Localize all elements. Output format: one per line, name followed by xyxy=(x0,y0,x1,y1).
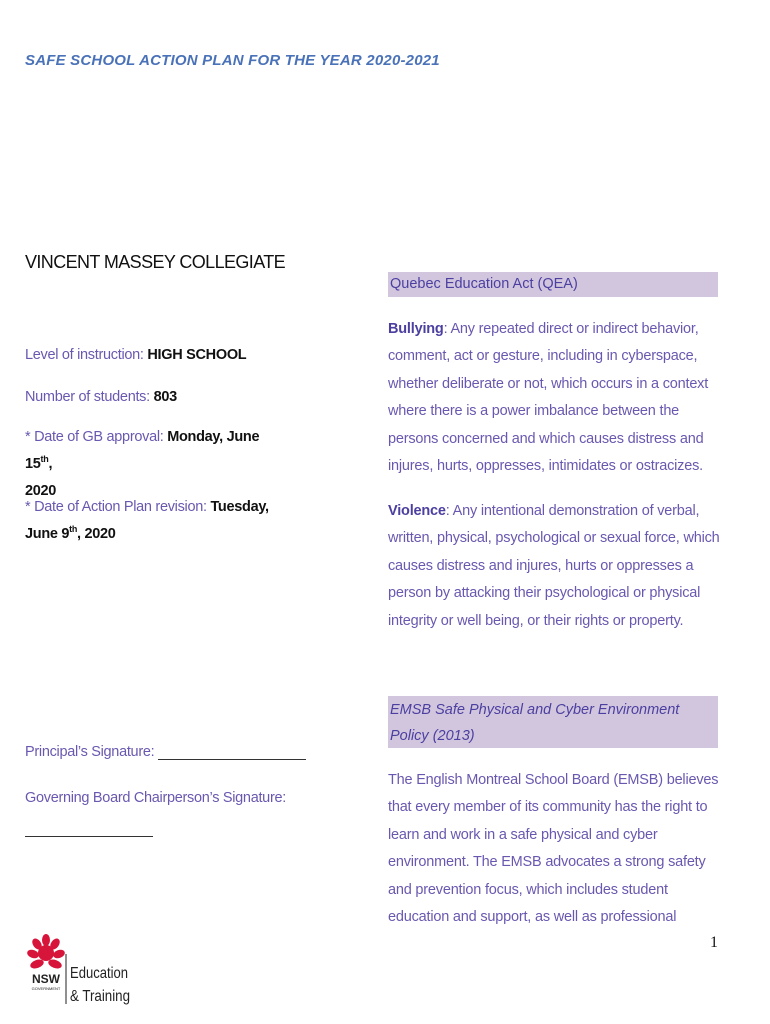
rev-year: , 2020 xyxy=(77,526,116,542)
action-plan-revision-date xyxy=(25,494,285,548)
qea-heading: Quebec Education Act (QEA) xyxy=(388,272,718,297)
rev-label: * Date of Action Plan revision: xyxy=(25,499,211,515)
principal-signature xyxy=(25,744,306,760)
rev-sup: th xyxy=(69,524,78,535)
logo-line2: & Training xyxy=(70,988,130,1005)
page-number: 1 xyxy=(710,934,718,951)
gb-sup: th xyxy=(40,454,49,465)
logo-line1: Education xyxy=(70,965,128,982)
violence-text: : Any intentional demonstration of verbal, written, physical, psychological or sexual force, which causes distress and injures, hurts or oppresses a person by attacking their psychological or physical integrity or well being, or their rights or property. xyxy=(388,503,720,629)
bullying-definition xyxy=(388,316,723,480)
gb-label: * Date of GB approval: xyxy=(25,429,168,445)
document-title: SAFE SCHOOL ACTION PLAN FOR THE YEAR 2020-2021 xyxy=(25,52,440,69)
principal-signature-label: Principal’s Signature: xyxy=(25,744,155,760)
chair-signature-line[interactable] xyxy=(25,836,153,837)
gb-comma: , xyxy=(48,456,53,472)
school-name: VINCENT MASSEY COLLEGIATE xyxy=(25,252,286,272)
violence-definition xyxy=(388,498,723,635)
rev-value: Tuesday, xyxy=(210,499,269,515)
students-label: Number of students: xyxy=(25,389,154,405)
logo-brand: NSW xyxy=(32,972,60,986)
gb-value: Monday, June 15 xyxy=(25,429,260,472)
nsw-education-logo xyxy=(22,926,132,1010)
bullying-text: : Any repeated direct or indirect behavior, comment, act or gesture, including in cyberspace, whether deliberate or not, which occurs in a context where there is a power imbalance between the persons concerned and which causes distress and injures, hurts, oppresses, intimidates or ostracizes. xyxy=(388,321,709,475)
waratah-icon xyxy=(22,926,132,1010)
level-value: HIGH SCHOOL xyxy=(147,347,247,363)
emsb-policy-heading: EMSB Safe Physical and Cyber Environment Policy (2013) xyxy=(388,696,718,748)
level-of-instruction xyxy=(25,342,246,369)
principal-signature-line[interactable] xyxy=(158,745,306,760)
gb-year: 2020 xyxy=(25,483,57,499)
chair-signature-label: Governing Board Chairperson’s Signature: xyxy=(25,790,286,806)
logo-sub: GOVERNMENT xyxy=(31,986,61,991)
bullying-term: Bullying xyxy=(388,321,444,337)
number-of-students xyxy=(25,384,177,411)
rev-value2: June 9 xyxy=(25,526,70,542)
violence-term: Violence xyxy=(388,503,446,519)
students-value: 803 xyxy=(153,389,177,405)
level-label: Level of instruction: xyxy=(25,347,148,363)
emsb-policy-text: The English Montreal School Board (EMSB) believes that every member of its community has the right to learn and work in a safe physical and cyber environment. The EMSB advocates a strong safety and prevention focus, which includes student education and support, as well as professional xyxy=(388,772,719,926)
gb-approval-date xyxy=(25,424,285,505)
